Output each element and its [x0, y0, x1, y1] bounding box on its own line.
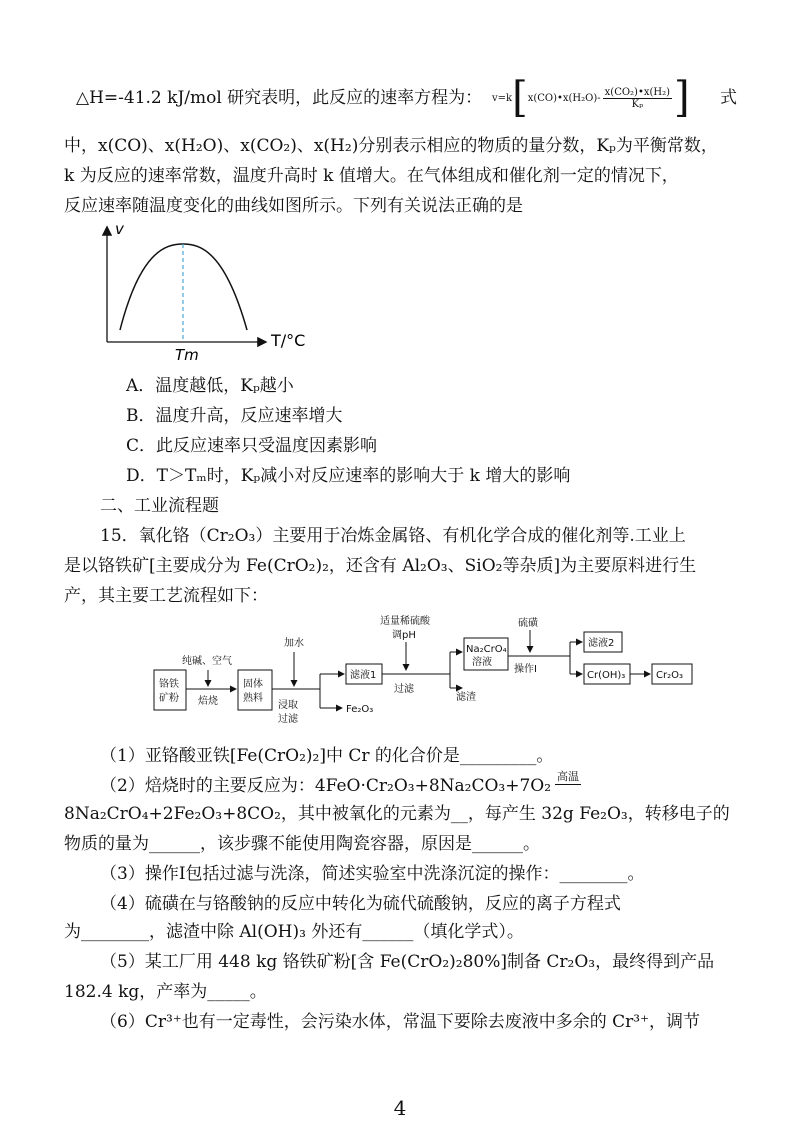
step-filter: 过滤 — [394, 684, 414, 695]
page-number: 4 — [393, 1096, 407, 1120]
q15-sub-2: （2）焙烧时的主要反应为：4FeO·Cr₂O₃+8Na₂CO₃+7O₂ — [100, 776, 552, 796]
q15-sub-2-cont-2: 物质的量为______，该步骤不能使用陶瓷容器，原因是______。 — [64, 834, 540, 854]
rate-eq-lhs: v=k — [492, 92, 513, 104]
reagent-acid-1: 适量稀硫酸 — [380, 616, 430, 627]
step-leach-2: 过滤 — [278, 714, 298, 725]
process-flow-diagram — [150, 612, 700, 732]
q15-sub-6: （6）Cr³⁺也有一定毒性，会污染水体，常温下要除去废液中多余的 Cr³⁺，调节 — [100, 1012, 701, 1032]
q14-stem-line-1-end: 式 — [720, 88, 737, 108]
na2cro4-label-1: Na₂CrO₄ — [466, 644, 507, 655]
clinker-box — [238, 670, 272, 710]
reagent-acid-2: 调pH — [392, 630, 416, 641]
q15-sub-4-cont: 为________，滤渣中除 Al(OH)₃ 外还有______（填化学式）。 — [64, 922, 524, 942]
q15-sub-5-cont: 182.4 kg，产率为_____。 — [64, 982, 267, 1002]
product-fe2o3: Fe₂O₃ — [346, 704, 374, 715]
residue-label: 滤渣 — [456, 692, 476, 703]
ore-label-1: 铬铁 — [159, 679, 179, 690]
x-axis-label: T/°C — [271, 331, 306, 350]
reagent-sulfur: 硫磺 — [518, 618, 538, 629]
rate-eq-fraction — [603, 87, 672, 110]
option-b: B．温度升高，反应速率增大 — [126, 406, 343, 426]
q15-sub-5: （5）某工厂用 448 kg 铬铁矿粉[含 Fe(CrO₂)₂80%]制备 Cr₂O₃，最终得到产品 — [100, 952, 715, 972]
rate-temperature-graph — [95, 222, 335, 367]
q14-stem-line-4: 反应速率随温度变化的曲线如图所示。下列有关说法正确的是 — [64, 196, 523, 216]
q14-stem-line-3: k 为反应的速率常数，温度升高时 k 值增大。在气体组成和催化剂一定的情况下， — [64, 166, 679, 186]
q15-line-1: 15．氧化铬（Cr₂O₃）主要用于冶炼金属铬、有机化学合成的催化剂等.工业上 — [100, 526, 686, 546]
reagent-water: 加水 — [284, 638, 304, 649]
ore-box — [154, 670, 186, 710]
cr2o3-label: Cr₂O₃ — [656, 670, 683, 681]
option-a: A．温度越低，Kₚ越小 — [126, 376, 294, 396]
step-roast: 焙烧 — [198, 696, 218, 707]
option-c: C．此反应速率只受温度因素影响 — [126, 436, 378, 456]
y-axis-label: v — [115, 222, 124, 238]
section-heading: 二、工业流程题 — [100, 496, 219, 516]
q15-sub-2-cont-1: 8Na₂CrO₄+2Fe₂O₃+8CO₂，其中被氧化的元素为__，每产生 32g Fe₂O₃，转移电子的 — [64, 804, 730, 824]
high-temp-condition: 高温 — [557, 770, 579, 783]
clinker-label-1: 固体 — [243, 679, 263, 690]
q14-stem-line-2: 中，x(CO)、x(H₂O)、x(CO₂)、x(H₂)分别表示相应的物质的量分数，Kₚ为平衡常数， — [64, 136, 718, 156]
q15-sub-4: （4）硫磺在与铬酸钠的反应中转化为硫代硫酸钠，反应的离子方程式 — [100, 894, 621, 914]
croh3-label: Cr(OH)₃ — [587, 670, 626, 681]
ore-label-2: 矿粉 — [159, 693, 179, 704]
step-leach-1: 浸取 — [278, 700, 298, 711]
rate-eq-numerator: x(CO₂)•x(H₂) — [604, 86, 671, 98]
step-op1: 操作Ⅰ — [514, 664, 537, 675]
q15-sub-1: （1）亚铬酸亚铁[Fe(CrO₂)₂]中 Cr 的化合价是_________。 — [100, 746, 554, 766]
option-d: D．T＞Tₘ时，Kₚ减小对反应速率的影响大于 k 增大的影响 — [126, 466, 571, 486]
tm-label: Tm — [175, 346, 199, 364]
na2cro4-label-2: 溶液 — [472, 657, 492, 668]
q15-line-2: 是以铬铁矿[主要成分为 Fe(CrO₂)₂，还含有 Al₂O₃、SiO₂等杂质]为主要原料进行生 — [64, 556, 697, 576]
q15-line-3: 产，其主要工艺流程如下： — [64, 586, 268, 606]
clinker-label-2: 熟料 — [243, 693, 263, 704]
rate-eq-term1: x(CO)•x(H₂O)- — [527, 92, 601, 104]
reagent-soda-air: 纯碱、空气 — [182, 656, 232, 667]
rate-equation: v=k [ x(CO)•x(H₂O)- $\frac{\text{x(CO₂)•x(H₂)}}{\text{Kₚ}}$ ] — [492, 73, 690, 123]
filtrate2-label: 滤液2 — [588, 638, 615, 649]
q14-stem-line-1: △H=-41.2 kJ/mol 研究表明，此反应的速率方程为： — [76, 88, 483, 108]
q15-sub-3: （3）操作Ⅰ包括过滤与洗涤，简述实验室中洗涤沉淀的操作：________。 — [100, 864, 645, 884]
rate-eq-denominator: Kₚ — [631, 98, 644, 110]
filtrate1-label: 滤液1 — [350, 670, 377, 681]
